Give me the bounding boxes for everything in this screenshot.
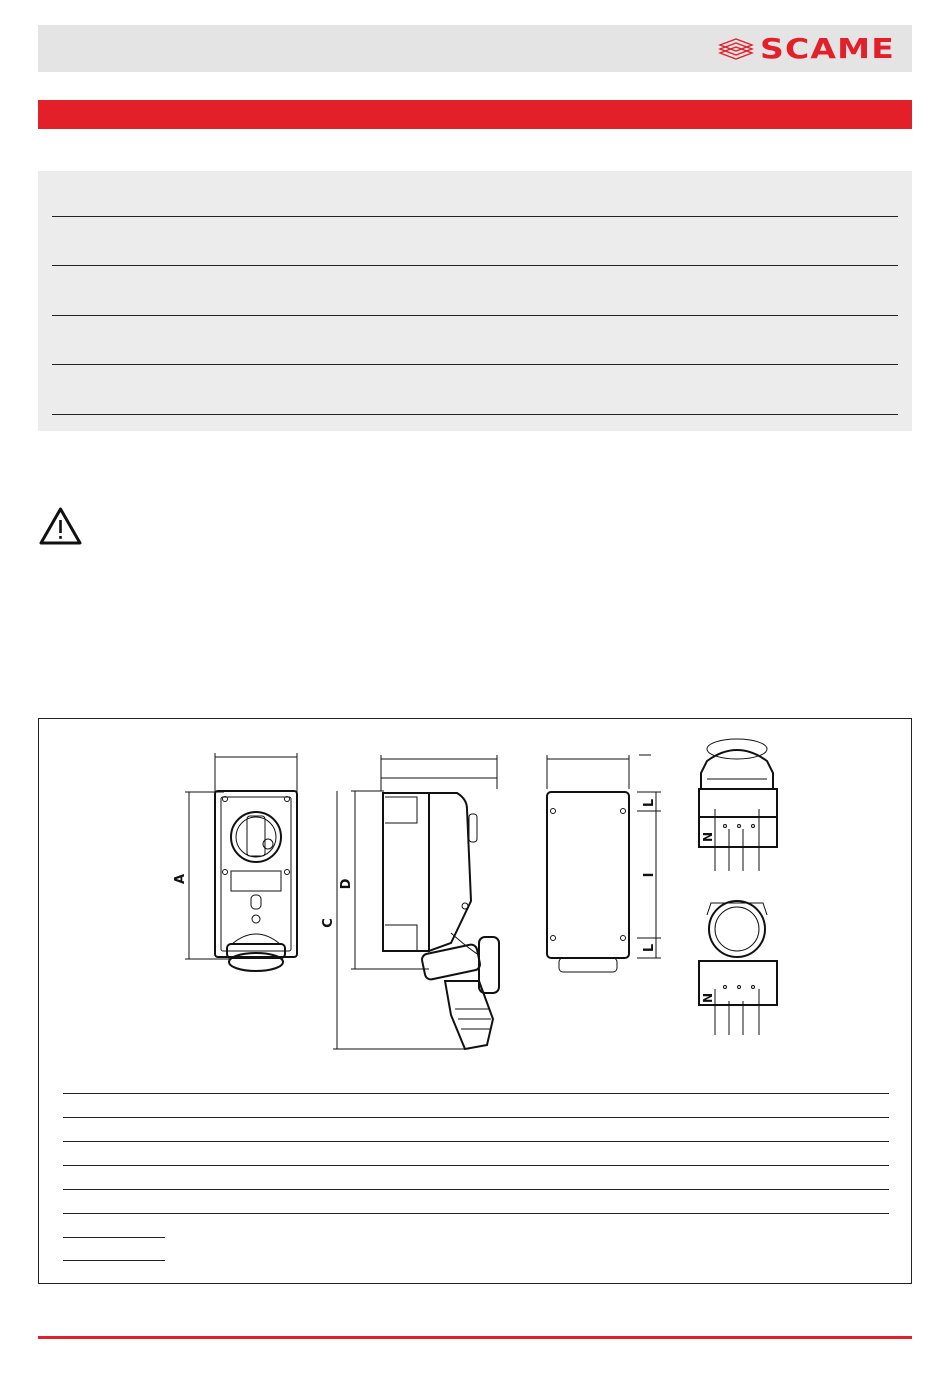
- dimension-table-rule: [63, 1141, 889, 1142]
- back-view: [547, 755, 661, 972]
- dimension-table-rule-short: [63, 1237, 165, 1238]
- dim-label-a: A: [173, 873, 188, 885]
- dim-label-i: I: [642, 872, 657, 878]
- dim-label-c: C: [321, 918, 336, 928]
- table-row-divider: [52, 216, 898, 217]
- header-bar: [38, 25, 912, 72]
- table-row-divider: [52, 315, 898, 316]
- layered-diamond-icon: [718, 37, 754, 61]
- dim-label-n-top: N: [701, 831, 715, 843]
- dim-label-d: D: [339, 878, 354, 890]
- table-row-divider: [52, 364, 898, 365]
- dim-label-n-bottom: N: [701, 992, 715, 1004]
- dimension-table-rule: [63, 1165, 889, 1166]
- dimension-table-rule-short: [63, 1260, 165, 1261]
- brand-logo: [718, 34, 896, 64]
- spec-table: [38, 171, 912, 431]
- dimension-table-rule: [63, 1189, 889, 1190]
- terminal-view-bottom: [699, 901, 777, 1035]
- table-row-divider: [52, 265, 898, 266]
- dimension-table-rule: [63, 1117, 889, 1118]
- dim-label-l-top: L: [642, 798, 657, 808]
- technical-drawing-panel: [38, 718, 912, 1284]
- dimension-table-rule: [63, 1093, 889, 1094]
- brand-name: SCAME: [759, 32, 895, 65]
- front-view: [185, 753, 297, 971]
- warning-triangle-icon: [38, 506, 83, 546]
- side-view: [333, 755, 499, 1049]
- section-title-band: [38, 100, 912, 129]
- footer-rule: [38, 1336, 912, 1339]
- dim-label-l-bottom: L: [642, 943, 657, 953]
- table-row-divider: [52, 414, 898, 415]
- dimension-drawing: [39, 719, 911, 1283]
- dimension-table-rule: [63, 1213, 889, 1214]
- terminal-view-top: [699, 739, 777, 871]
